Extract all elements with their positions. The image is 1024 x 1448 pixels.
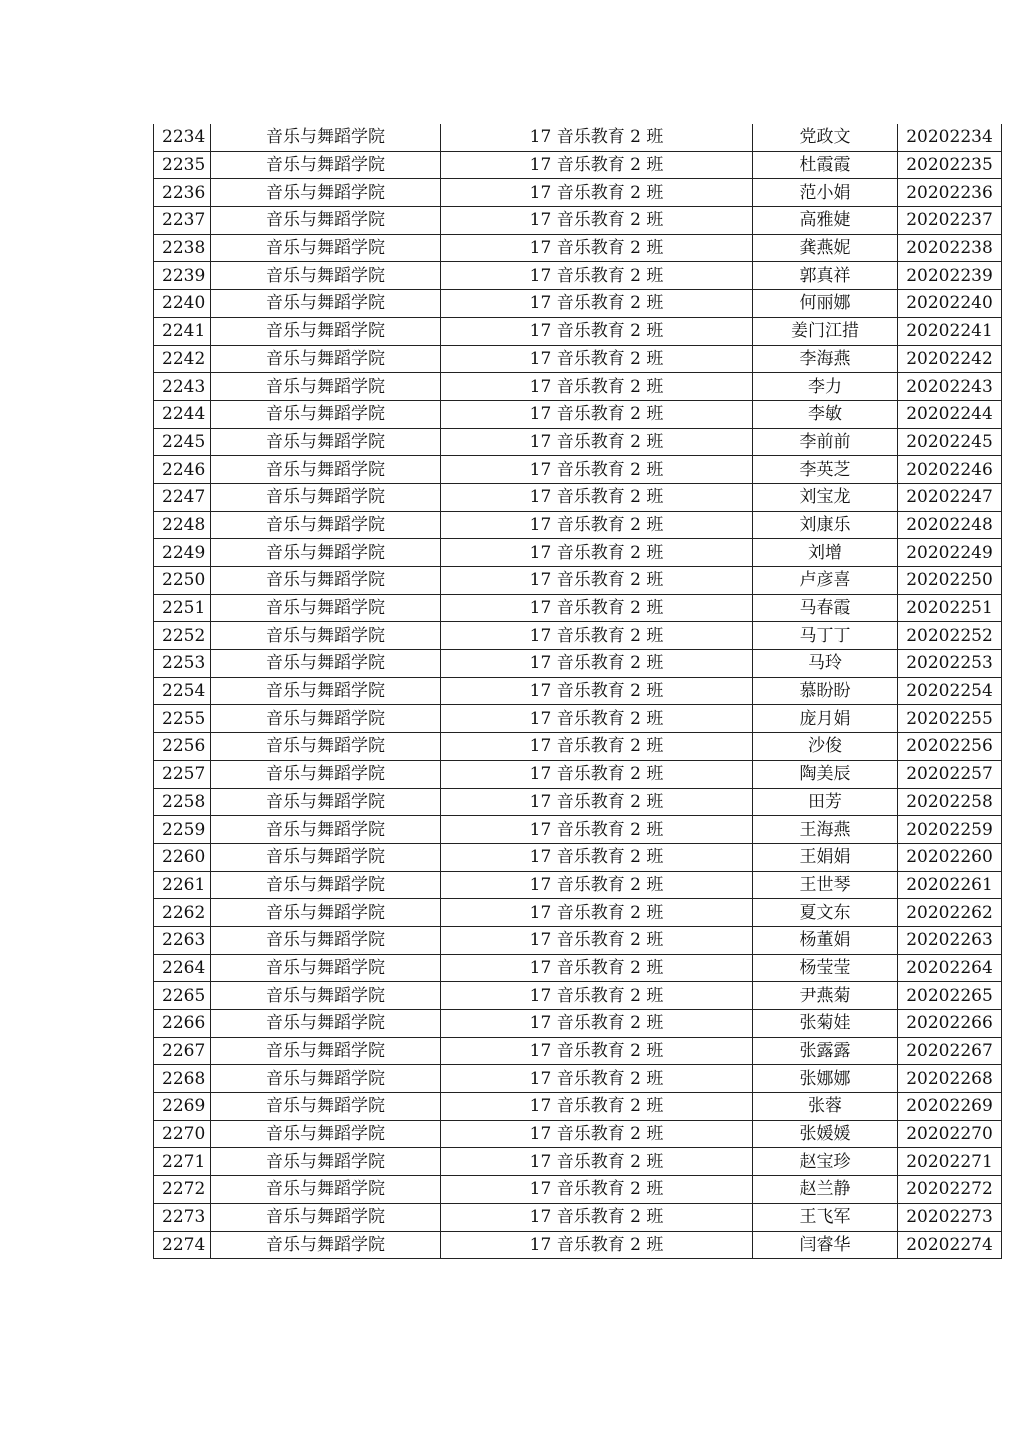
student-name-cell: 王世琴 xyxy=(753,871,898,899)
table-row xyxy=(154,483,1002,511)
student-id-cell: 20202254 xyxy=(898,677,1002,705)
row-number-cell: 2255 xyxy=(154,705,211,733)
college-cell: 音乐与舞蹈学院 xyxy=(211,594,441,622)
row-number-cell: 2265 xyxy=(154,982,211,1010)
table-row xyxy=(154,539,1002,567)
row-number-cell: 2239 xyxy=(154,262,211,290)
student-id-cell: 20202251 xyxy=(898,594,1002,622)
class-cell: 17 音乐教育 2 班 xyxy=(441,1148,753,1176)
student-name-cell: 夏文东 xyxy=(753,899,898,927)
college-cell: 音乐与舞蹈学院 xyxy=(211,871,441,899)
student-id-cell: 20202244 xyxy=(898,400,1002,428)
class-cell: 17 音乐教育 2 班 xyxy=(441,705,753,733)
student-name-cell: 李力 xyxy=(753,373,898,401)
student-id-cell: 20202238 xyxy=(898,234,1002,262)
student-id-cell: 20202274 xyxy=(898,1231,1002,1259)
table-row xyxy=(154,871,1002,899)
class-cell: 17 音乐教育 2 班 xyxy=(441,290,753,318)
college-cell: 音乐与舞蹈学院 xyxy=(211,760,441,788)
student-name-cell: 张菊娃 xyxy=(753,1010,898,1038)
table-row xyxy=(154,511,1002,539)
class-cell: 17 音乐教育 2 班 xyxy=(441,899,753,927)
table-row xyxy=(154,622,1002,650)
student-id-cell: 20202235 xyxy=(898,151,1002,179)
table-row xyxy=(154,733,1002,761)
class-cell: 17 音乐教育 2 班 xyxy=(441,456,753,484)
college-cell: 音乐与舞蹈学院 xyxy=(211,124,441,151)
row-number-cell: 2235 xyxy=(154,151,211,179)
college-cell: 音乐与舞蹈学院 xyxy=(211,428,441,456)
student-id-cell: 20202266 xyxy=(898,1010,1002,1038)
student-name-cell: 李海燕 xyxy=(753,345,898,373)
student-name-cell: 刘宝龙 xyxy=(753,483,898,511)
table-row xyxy=(154,1037,1002,1065)
table-row xyxy=(154,317,1002,345)
table-row xyxy=(154,982,1002,1010)
student-id-cell: 20202263 xyxy=(898,926,1002,954)
student-id-cell: 20202270 xyxy=(898,1120,1002,1148)
student-name-cell: 杨董娟 xyxy=(753,926,898,954)
student-id-cell: 20202259 xyxy=(898,816,1002,844)
student-name-cell: 张媛媛 xyxy=(753,1120,898,1148)
college-cell: 音乐与舞蹈学院 xyxy=(211,1148,441,1176)
student-name-cell: 刘康乐 xyxy=(753,511,898,539)
row-number-cell: 2273 xyxy=(154,1203,211,1231)
row-number-cell: 2257 xyxy=(154,760,211,788)
class-cell: 17 音乐教育 2 班 xyxy=(441,373,753,401)
student-name-cell: 龚燕妮 xyxy=(753,234,898,262)
row-number-cell: 2245 xyxy=(154,428,211,456)
student-id-cell: 20202241 xyxy=(898,317,1002,345)
class-cell: 17 音乐教育 2 班 xyxy=(441,400,753,428)
table-row xyxy=(154,705,1002,733)
row-number-cell: 2269 xyxy=(154,1093,211,1121)
college-cell: 音乐与舞蹈学院 xyxy=(211,843,441,871)
row-number-cell: 2234 xyxy=(154,124,211,151)
row-number-cell: 2236 xyxy=(154,179,211,207)
roster-page xyxy=(153,124,1001,1259)
student-id-cell: 20202269 xyxy=(898,1093,1002,1121)
student-name-cell: 何丽娜 xyxy=(753,290,898,318)
college-cell: 音乐与舞蹈学院 xyxy=(211,151,441,179)
student-id-cell: 20202262 xyxy=(898,899,1002,927)
class-cell: 17 音乐教育 2 班 xyxy=(441,1010,753,1038)
student-id-cell: 20202257 xyxy=(898,760,1002,788)
row-number-cell: 2264 xyxy=(154,954,211,982)
row-number-cell: 2260 xyxy=(154,843,211,871)
table-row xyxy=(154,843,1002,871)
student-name-cell: 杨莹莹 xyxy=(753,954,898,982)
class-cell: 17 音乐教育 2 班 xyxy=(441,677,753,705)
table-row xyxy=(154,954,1002,982)
class-cell: 17 音乐教育 2 班 xyxy=(441,234,753,262)
class-cell: 17 音乐教育 2 班 xyxy=(441,317,753,345)
table-row xyxy=(154,124,1002,151)
table-row xyxy=(154,650,1002,678)
college-cell: 音乐与舞蹈学院 xyxy=(211,511,441,539)
table-row xyxy=(154,1231,1002,1259)
table-row xyxy=(154,816,1002,844)
row-number-cell: 2258 xyxy=(154,788,211,816)
college-cell: 音乐与舞蹈学院 xyxy=(211,1203,441,1231)
class-cell: 17 音乐教育 2 班 xyxy=(441,1176,753,1204)
student-id-cell: 20202243 xyxy=(898,373,1002,401)
row-number-cell: 2274 xyxy=(154,1231,211,1259)
college-cell: 音乐与舞蹈学院 xyxy=(211,234,441,262)
table-row xyxy=(154,1010,1002,1038)
college-cell: 音乐与舞蹈学院 xyxy=(211,1176,441,1204)
college-cell: 音乐与舞蹈学院 xyxy=(211,788,441,816)
row-number-cell: 2262 xyxy=(154,899,211,927)
class-cell: 17 音乐教育 2 班 xyxy=(441,954,753,982)
row-number-cell: 2270 xyxy=(154,1120,211,1148)
student-id-cell: 20202252 xyxy=(898,622,1002,650)
college-cell: 音乐与舞蹈学院 xyxy=(211,899,441,927)
table-row xyxy=(154,1148,1002,1176)
class-cell: 17 音乐教育 2 班 xyxy=(441,1120,753,1148)
roster-table-body xyxy=(154,124,1002,1259)
row-number-cell: 2252 xyxy=(154,622,211,650)
college-cell: 音乐与舞蹈学院 xyxy=(211,345,441,373)
student-id-cell: 20202261 xyxy=(898,871,1002,899)
class-cell: 17 音乐教育 2 班 xyxy=(441,816,753,844)
college-cell: 音乐与舞蹈学院 xyxy=(211,1065,441,1093)
student-id-cell: 20202240 xyxy=(898,290,1002,318)
student-name-cell: 张蓉 xyxy=(753,1093,898,1121)
row-number-cell: 2271 xyxy=(154,1148,211,1176)
row-number-cell: 2250 xyxy=(154,567,211,595)
student-id-cell: 20202249 xyxy=(898,539,1002,567)
student-roster-table xyxy=(153,124,1002,1259)
student-name-cell: 王娟娟 xyxy=(753,843,898,871)
student-id-cell: 20202267 xyxy=(898,1037,1002,1065)
student-name-cell: 田芳 xyxy=(753,788,898,816)
row-number-cell: 2254 xyxy=(154,677,211,705)
table-row xyxy=(154,1093,1002,1121)
student-id-cell: 20202264 xyxy=(898,954,1002,982)
row-number-cell: 2240 xyxy=(154,290,211,318)
student-name-cell: 张露露 xyxy=(753,1037,898,1065)
class-cell: 17 音乐教育 2 班 xyxy=(441,871,753,899)
college-cell: 音乐与舞蹈学院 xyxy=(211,400,441,428)
student-id-cell: 20202237 xyxy=(898,207,1002,235)
college-cell: 音乐与舞蹈学院 xyxy=(211,262,441,290)
student-name-cell: 王飞军 xyxy=(753,1203,898,1231)
class-cell: 17 音乐教育 2 班 xyxy=(441,1093,753,1121)
table-row xyxy=(154,179,1002,207)
table-row xyxy=(154,594,1002,622)
row-number-cell: 2243 xyxy=(154,373,211,401)
student-name-cell: 李英芝 xyxy=(753,456,898,484)
student-id-cell: 20202248 xyxy=(898,511,1002,539)
student-name-cell: 马玲 xyxy=(753,650,898,678)
college-cell: 音乐与舞蹈学院 xyxy=(211,483,441,511)
college-cell: 音乐与舞蹈学院 xyxy=(211,373,441,401)
college-cell: 音乐与舞蹈学院 xyxy=(211,456,441,484)
student-name-cell: 陶美辰 xyxy=(753,760,898,788)
row-number-cell: 2267 xyxy=(154,1037,211,1065)
college-cell: 音乐与舞蹈学院 xyxy=(211,650,441,678)
student-id-cell: 20202255 xyxy=(898,705,1002,733)
table-row xyxy=(154,428,1002,456)
student-id-cell: 20202268 xyxy=(898,1065,1002,1093)
college-cell: 音乐与舞蹈学院 xyxy=(211,622,441,650)
class-cell: 17 音乐教育 2 班 xyxy=(441,843,753,871)
table-row xyxy=(154,567,1002,595)
student-id-cell: 20202234 xyxy=(898,124,1002,151)
student-id-cell: 20202265 xyxy=(898,982,1002,1010)
row-number-cell: 2272 xyxy=(154,1176,211,1204)
college-cell: 音乐与舞蹈学院 xyxy=(211,1037,441,1065)
college-cell: 音乐与舞蹈学院 xyxy=(211,290,441,318)
row-number-cell: 2259 xyxy=(154,816,211,844)
table-row xyxy=(154,1176,1002,1204)
college-cell: 音乐与舞蹈学院 xyxy=(211,733,441,761)
college-cell: 音乐与舞蹈学院 xyxy=(211,954,441,982)
student-name-cell: 李敏 xyxy=(753,400,898,428)
student-name-cell: 党政文 xyxy=(753,124,898,151)
table-row xyxy=(154,373,1002,401)
student-id-cell: 20202273 xyxy=(898,1203,1002,1231)
student-name-cell: 姜门江措 xyxy=(753,317,898,345)
row-number-cell: 2247 xyxy=(154,483,211,511)
table-row xyxy=(154,456,1002,484)
student-name-cell: 刘增 xyxy=(753,539,898,567)
student-name-cell: 王海燕 xyxy=(753,816,898,844)
table-row xyxy=(154,207,1002,235)
row-number-cell: 2256 xyxy=(154,733,211,761)
row-number-cell: 2249 xyxy=(154,539,211,567)
row-number-cell: 2261 xyxy=(154,871,211,899)
student-id-cell: 20202246 xyxy=(898,456,1002,484)
row-number-cell: 2237 xyxy=(154,207,211,235)
class-cell: 17 音乐教育 2 班 xyxy=(441,733,753,761)
college-cell: 音乐与舞蹈学院 xyxy=(211,1231,441,1259)
class-cell: 17 音乐教育 2 班 xyxy=(441,788,753,816)
student-name-cell: 慕盼盼 xyxy=(753,677,898,705)
student-id-cell: 20202260 xyxy=(898,843,1002,871)
student-id-cell: 20202245 xyxy=(898,428,1002,456)
table-row xyxy=(154,899,1002,927)
class-cell: 17 音乐教育 2 班 xyxy=(441,483,753,511)
table-row xyxy=(154,262,1002,290)
class-cell: 17 音乐教育 2 班 xyxy=(441,511,753,539)
row-number-cell: 2241 xyxy=(154,317,211,345)
class-cell: 17 音乐教育 2 班 xyxy=(441,124,753,151)
college-cell: 音乐与舞蹈学院 xyxy=(211,705,441,733)
student-name-cell: 尹燕菊 xyxy=(753,982,898,1010)
row-number-cell: 2268 xyxy=(154,1065,211,1093)
class-cell: 17 音乐教育 2 班 xyxy=(441,428,753,456)
table-row xyxy=(154,345,1002,373)
class-cell: 17 音乐教育 2 班 xyxy=(441,982,753,1010)
class-cell: 17 音乐教育 2 班 xyxy=(441,179,753,207)
student-name-cell: 郭真祥 xyxy=(753,262,898,290)
table-row xyxy=(154,1065,1002,1093)
table-row xyxy=(154,400,1002,428)
student-name-cell: 张娜娜 xyxy=(753,1065,898,1093)
class-cell: 17 音乐教育 2 班 xyxy=(441,650,753,678)
college-cell: 音乐与舞蹈学院 xyxy=(211,317,441,345)
college-cell: 音乐与舞蹈学院 xyxy=(211,816,441,844)
college-cell: 音乐与舞蹈学院 xyxy=(211,1120,441,1148)
row-number-cell: 2251 xyxy=(154,594,211,622)
student-name-cell: 马丁丁 xyxy=(753,622,898,650)
college-cell: 音乐与舞蹈学院 xyxy=(211,926,441,954)
student-id-cell: 20202258 xyxy=(898,788,1002,816)
row-number-cell: 2246 xyxy=(154,456,211,484)
table-row xyxy=(154,151,1002,179)
class-cell: 17 音乐教育 2 班 xyxy=(441,1231,753,1259)
student-id-cell: 20202253 xyxy=(898,650,1002,678)
class-cell: 17 音乐教育 2 班 xyxy=(441,760,753,788)
class-cell: 17 音乐教育 2 班 xyxy=(441,262,753,290)
table-row xyxy=(154,1120,1002,1148)
student-name-cell: 范小娟 xyxy=(753,179,898,207)
table-row xyxy=(154,290,1002,318)
student-name-cell: 赵兰静 xyxy=(753,1176,898,1204)
student-id-cell: 20202236 xyxy=(898,179,1002,207)
table-row xyxy=(154,677,1002,705)
row-number-cell: 2242 xyxy=(154,345,211,373)
college-cell: 音乐与舞蹈学院 xyxy=(211,179,441,207)
student-name-cell: 赵宝珍 xyxy=(753,1148,898,1176)
student-name-cell: 卢彦喜 xyxy=(753,567,898,595)
class-cell: 17 音乐教育 2 班 xyxy=(441,1203,753,1231)
student-name-cell: 闫睿华 xyxy=(753,1231,898,1259)
class-cell: 17 音乐教育 2 班 xyxy=(441,926,753,954)
college-cell: 音乐与舞蹈学院 xyxy=(211,567,441,595)
student-id-cell: 20202250 xyxy=(898,567,1002,595)
row-number-cell: 2253 xyxy=(154,650,211,678)
student-id-cell: 20202242 xyxy=(898,345,1002,373)
student-id-cell: 20202247 xyxy=(898,483,1002,511)
class-cell: 17 音乐教育 2 班 xyxy=(441,567,753,595)
college-cell: 音乐与舞蹈学院 xyxy=(211,1093,441,1121)
student-name-cell: 马春霞 xyxy=(753,594,898,622)
row-number-cell: 2248 xyxy=(154,511,211,539)
student-name-cell: 李前前 xyxy=(753,428,898,456)
table-row xyxy=(154,234,1002,262)
student-id-cell: 20202239 xyxy=(898,262,1002,290)
student-name-cell: 沙俊 xyxy=(753,733,898,761)
college-cell: 音乐与舞蹈学院 xyxy=(211,539,441,567)
row-number-cell: 2244 xyxy=(154,400,211,428)
student-id-cell: 20202271 xyxy=(898,1148,1002,1176)
class-cell: 17 音乐教育 2 班 xyxy=(441,345,753,373)
class-cell: 17 音乐教育 2 班 xyxy=(441,207,753,235)
class-cell: 17 音乐教育 2 班 xyxy=(441,151,753,179)
row-number-cell: 2263 xyxy=(154,926,211,954)
student-id-cell: 20202256 xyxy=(898,733,1002,761)
row-number-cell: 2266 xyxy=(154,1010,211,1038)
table-row xyxy=(154,1203,1002,1231)
student-id-cell: 20202272 xyxy=(898,1176,1002,1204)
college-cell: 音乐与舞蹈学院 xyxy=(211,982,441,1010)
college-cell: 音乐与舞蹈学院 xyxy=(211,207,441,235)
student-name-cell: 高雅婕 xyxy=(753,207,898,235)
class-cell: 17 音乐教育 2 班 xyxy=(441,539,753,567)
college-cell: 音乐与舞蹈学院 xyxy=(211,677,441,705)
student-name-cell: 杜霞霞 xyxy=(753,151,898,179)
class-cell: 17 音乐教育 2 班 xyxy=(441,622,753,650)
class-cell: 17 音乐教育 2 班 xyxy=(441,594,753,622)
class-cell: 17 音乐教育 2 班 xyxy=(441,1065,753,1093)
table-row xyxy=(154,760,1002,788)
student-name-cell: 庞月娟 xyxy=(753,705,898,733)
college-cell: 音乐与舞蹈学院 xyxy=(211,1010,441,1038)
class-cell: 17 音乐教育 2 班 xyxy=(441,1037,753,1065)
row-number-cell: 2238 xyxy=(154,234,211,262)
table-row xyxy=(154,926,1002,954)
table-row xyxy=(154,788,1002,816)
